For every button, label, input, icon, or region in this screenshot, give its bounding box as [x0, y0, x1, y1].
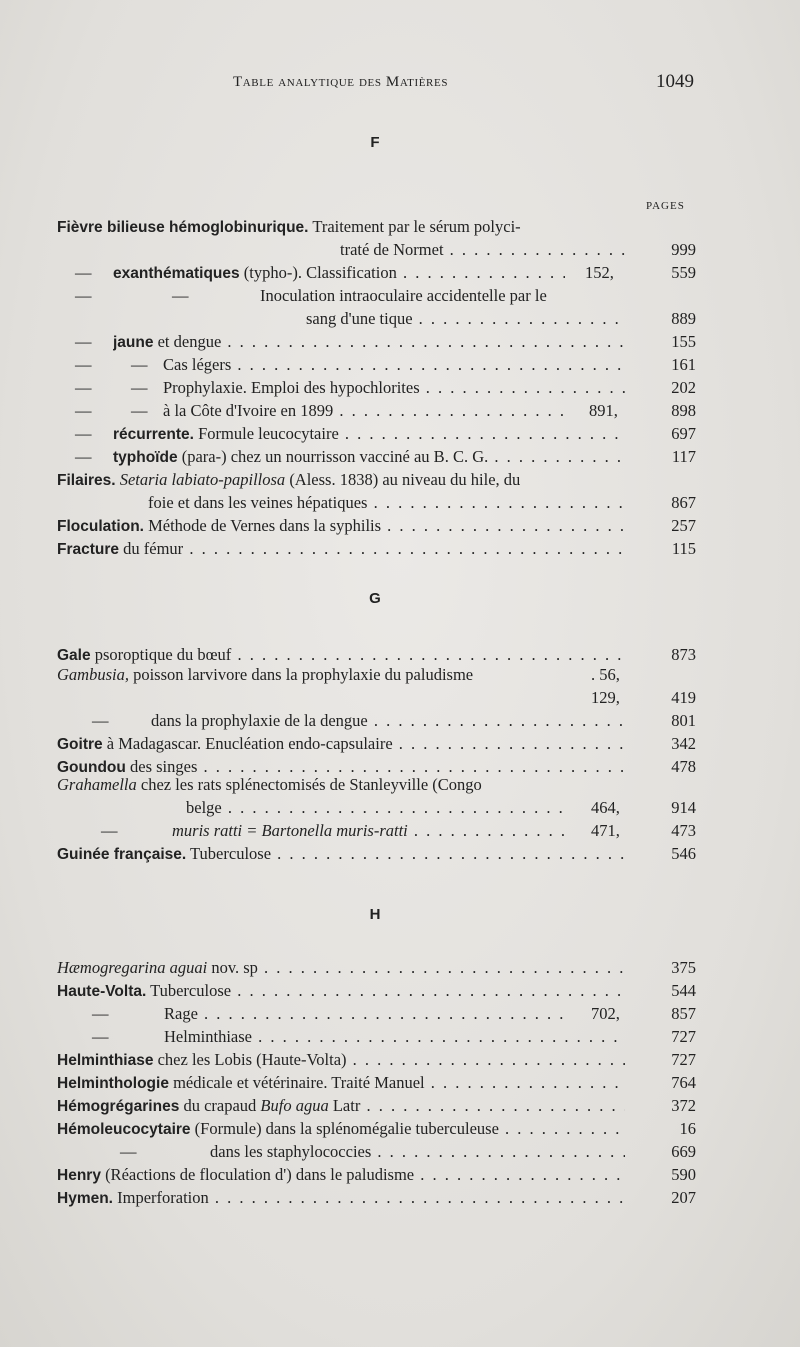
- entry-text: foie et dans les veines hépatiques: [148, 493, 368, 512]
- index-entry: [0, 516, 800, 539]
- entry-text: Latr: [328, 1096, 361, 1115]
- entry-term: typhoïde: [113, 449, 178, 466]
- entry-text: Cas légers: [163, 355, 232, 374]
- entry-dash: —: [172, 286, 189, 305]
- entry-text: sang d'une tique: [306, 309, 413, 328]
- index-entry: [0, 378, 800, 401]
- entry-ref: 471,: [591, 821, 620, 840]
- entry-page: 257: [671, 516, 696, 535]
- entry-text: poisson larvivore dans la prophylaxie du paludisme: [128, 665, 474, 684]
- entry-text: (Aless. 1838) au niveau du hile, du: [285, 470, 521, 489]
- entry-text: dans les staphylococcies: [210, 1142, 372, 1161]
- entry-page: 857: [671, 1004, 696, 1023]
- entry-term: Fracture: [57, 541, 120, 558]
- entry-term: Haute-Volta.: [57, 983, 147, 1000]
- index-entry: [0, 1050, 800, 1073]
- index-entry: [0, 355, 800, 378]
- index-entry: [0, 665, 800, 688]
- entry-ref: . 56,: [591, 665, 620, 684]
- entry-page: 889: [671, 309, 696, 328]
- index-entry: [0, 470, 800, 493]
- entry-dash: —: [75, 447, 92, 466]
- entry-dash: —: [75, 378, 92, 397]
- index-entry: [0, 1027, 800, 1050]
- entry-term: Fièvre bilieuse hémoglobinurique.: [57, 219, 309, 236]
- page-number: 1049: [656, 71, 694, 92]
- entry-dash: —: [131, 401, 148, 420]
- entry-term: Helminthologie: [57, 1075, 169, 1092]
- entry-term: récurrente.: [113, 426, 194, 443]
- entry-page: 873: [671, 645, 696, 664]
- entry-term: Goitre: [57, 736, 103, 753]
- entry-text: et dengue: [153, 332, 222, 351]
- pages-column-label: PAGES: [646, 200, 685, 212]
- entry-dash: —: [75, 332, 92, 351]
- header-title: Table analytique des Matières: [233, 74, 449, 90]
- entry-term: Helminthiase: [57, 1052, 154, 1069]
- entry-page: 727: [671, 1050, 696, 1069]
- index-entry: [0, 309, 800, 332]
- entry-text: traté de Normet: [340, 240, 444, 259]
- entry-text: Rage: [164, 1004, 198, 1023]
- entry-term: Goundou: [57, 759, 126, 776]
- index-entry: [0, 1142, 800, 1165]
- entry-text: (Formule) dans la splénomégalie tuberculeuse: [190, 1119, 499, 1138]
- entry-text: Formule leucocytaire: [193, 424, 339, 443]
- entry-page: 999: [671, 240, 696, 259]
- entry-page: 155: [671, 332, 696, 351]
- entry-dash: —: [75, 355, 92, 374]
- entry-text: chez les rats splénectomisés de Stanleyville (Congo: [136, 775, 482, 794]
- index-entry: [0, 981, 800, 1004]
- index-entry: [0, 1188, 800, 1211]
- entry-page: 764: [671, 1073, 696, 1092]
- section-letter-g: G: [369, 590, 381, 607]
- index-entry: [0, 286, 800, 309]
- entry-ref: 891,: [589, 401, 618, 420]
- entry-term: exanthématiques: [113, 265, 240, 282]
- entry-page: 914: [671, 798, 696, 817]
- entry-text: à Madagascar. Enucléation endo-capsulaire: [102, 734, 393, 753]
- entry-text: psoroptique du bœuf: [90, 645, 232, 664]
- entry-text: du fémur: [119, 539, 184, 558]
- entry-dash: —: [101, 821, 118, 840]
- index-entry: [0, 217, 800, 240]
- entry-text: Inoculation intraoculaire accidentelle par le: [260, 286, 547, 305]
- entry-page: 544: [671, 981, 696, 1000]
- entry-page: 16: [679, 1119, 696, 1138]
- entry-page: 161: [671, 355, 696, 374]
- index-entry: [0, 263, 800, 286]
- entry-text: à la Côte d'Ivoire en 1899: [163, 401, 334, 420]
- entry-dash: —: [120, 1142, 137, 1161]
- entry-text: (typho-). Classification: [239, 263, 397, 282]
- entry-page: 207: [671, 1188, 696, 1207]
- entry-page: 202: [671, 378, 696, 397]
- index-entry: [0, 844, 800, 867]
- entry-page: 801: [671, 711, 696, 730]
- entry-page: 473: [671, 821, 696, 840]
- entry-text: Tuberculose: [146, 981, 232, 1000]
- entry-term: Henry: [57, 1167, 101, 1184]
- entry-ref: 464,: [591, 798, 620, 817]
- index-entry: [0, 539, 800, 562]
- index-entry: [0, 734, 800, 757]
- entry-page: 898: [671, 401, 696, 420]
- running-header: [0, 71, 800, 98]
- entry-term: Filaires.: [57, 472, 116, 489]
- entry-term: Hémoleucocytaire: [57, 1121, 191, 1138]
- entry-taxon: Setaria labiato-papillosa: [119, 470, 286, 489]
- entry-text: (Réactions de floculation d') dans le paludisme: [100, 1165, 415, 1184]
- entry-dash: —: [131, 378, 148, 397]
- index-entry: [0, 240, 800, 263]
- index-entry: [0, 711, 800, 734]
- entry-page: 419: [671, 688, 696, 707]
- entry-text: des singes: [125, 757, 198, 776]
- entry-text: Helminthiase: [164, 1027, 252, 1046]
- entry-text: belge: [186, 798, 222, 817]
- index-entry: [0, 798, 800, 821]
- entry-taxon: Gambusia,: [57, 665, 129, 684]
- index-entry: [0, 775, 800, 798]
- entry-page: 375: [671, 958, 696, 977]
- entry-page: 559: [671, 263, 696, 282]
- entry-page: 727: [671, 1027, 696, 1046]
- entry-text: nov. sp: [207, 958, 258, 977]
- entry-ref: 702,: [591, 1004, 620, 1023]
- entry-text: dans la prophylaxie de la dengue: [151, 711, 368, 730]
- entry-dash: —: [75, 424, 92, 443]
- entry-ref: 129,: [591, 688, 620, 707]
- entry-page: 117: [671, 447, 696, 466]
- section-letter-h: H: [369, 906, 381, 923]
- entry-dash: —: [75, 263, 92, 282]
- index-entry: [0, 1073, 800, 1096]
- entry-term: Gale: [57, 647, 91, 664]
- entry-term: jaune: [113, 334, 154, 351]
- entry-page: 342: [671, 734, 696, 753]
- entry-dash: —: [92, 1027, 109, 1046]
- entry-text: Méthode de Vernes dans la syphilis: [143, 516, 382, 535]
- index-entry: [0, 401, 800, 424]
- entry-taxon: Bufo agua: [260, 1096, 329, 1115]
- index-entry: [0, 1119, 800, 1142]
- entry-page: 669: [671, 1142, 696, 1161]
- index-entry: [0, 447, 800, 470]
- entry-term: Hémogrégarines: [57, 1098, 180, 1115]
- entry-term: Floculation.: [57, 518, 144, 535]
- index-entry: [0, 1165, 800, 1188]
- index-entry: [0, 1096, 800, 1119]
- index-entry: [0, 493, 800, 516]
- entry-text: du crapaud: [179, 1096, 261, 1115]
- entry-dash: —: [131, 355, 148, 374]
- entry-page: 372: [671, 1096, 696, 1115]
- entry-page: 478: [671, 757, 696, 776]
- entry-dash: —: [92, 1004, 109, 1023]
- entry-term: Guinée française.: [57, 846, 187, 863]
- entry-text: Tuberculose: [186, 844, 272, 863]
- entry-text: (para-) chez un nourrisson vacciné au B. C. G.: [177, 447, 489, 466]
- index-entry: [0, 688, 800, 711]
- entry-text: chez les Lobis (Haute-Volta): [153, 1050, 347, 1069]
- entry-taxon: muris ratti = Bartonella muris-ratti: [172, 821, 408, 840]
- entry-text: médicale et vétérinaire. Traité Manuel: [168, 1073, 425, 1092]
- entry-taxon: Hæmogregarina aguai: [57, 958, 208, 977]
- entry-taxon: Grahamella: [57, 775, 137, 794]
- entry-page: 697: [671, 424, 696, 443]
- entry-page: 590: [671, 1165, 696, 1184]
- index-entry: [0, 958, 800, 981]
- entry-text: Prophylaxie. Emploi des hypochlorites: [163, 378, 420, 397]
- index-entry: [0, 332, 800, 355]
- entry-text: Traitement par le sérum polyci-: [308, 217, 521, 236]
- index-entry: [0, 821, 800, 844]
- index-entry: [0, 1004, 800, 1027]
- entry-page: 115: [671, 539, 696, 558]
- entry-dash: —: [75, 401, 92, 420]
- section-letter-f: F: [370, 134, 380, 151]
- entry-ref: 152,: [585, 263, 614, 282]
- entry-dash: —: [75, 286, 92, 305]
- index-entry: [0, 424, 800, 447]
- entry-dash: —: [92, 711, 109, 730]
- entry-term: Hymen.: [57, 1190, 113, 1207]
- entry-page: 546: [671, 844, 696, 863]
- entry-text: Imperforation: [113, 1188, 209, 1207]
- entry-page: 867: [671, 493, 696, 512]
